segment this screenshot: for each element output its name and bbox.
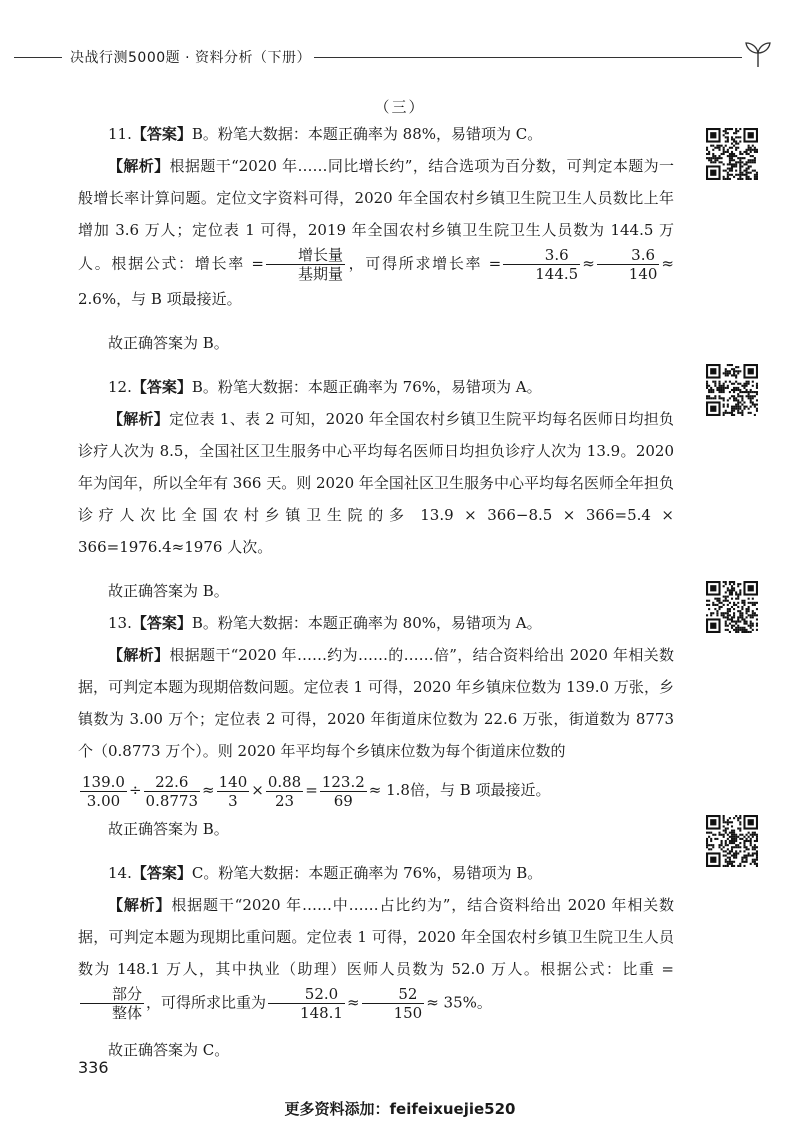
- q13-fraction-c: $\frac{140}{3}$: [218, 772, 248, 810]
- q12-conclusion: 故正确答案为 B。: [108, 582, 229, 600]
- q11-analysis-1: 根据题干“2020 年……同比增长约”，结合选项为百分数，可判定本题为一般增长率计算问题。定位文字资料可得，2020 年全国农村乡镇卫生院卫生人员数比上年增加 3.6 万人；定位表 1 可得，2019 年全国农村乡镇卫生院卫生人员数为 144.5 万人。根据公式：增长率 =: [78, 157, 674, 273]
- q12-answer-line: [78, 371, 674, 403]
- q14-answer-text: C。粉笔大数据：本题正确率为 76%，易错项为 B。: [191, 864, 543, 882]
- answer-content: [78, 118, 674, 1066]
- q11-answer-line: [78, 118, 674, 150]
- qr-code-icon[interactable]: [706, 581, 758, 633]
- q11-fraction-formula: $\frac{\text{增长量}}{\text{基期量}}$: [266, 246, 345, 283]
- q13-fraction-d: $\frac{0.88}{23}$: [267, 772, 302, 810]
- q13-number: 13.: [108, 614, 132, 632]
- qr-code-icon[interactable]: [706, 128, 758, 180]
- q13-fraction-a: $\frac{139.0}{3.00}$: [82, 772, 125, 810]
- q13-fraction-e: $\frac{123.2}{69}$: [321, 772, 365, 810]
- footer-contact: feifeixuejie520: [389, 1100, 516, 1118]
- running-header: [14, 44, 786, 70]
- sprout-icon: [742, 38, 774, 68]
- header-rule-left: [14, 57, 62, 58]
- page-number: 336: [78, 1058, 109, 1077]
- q14-fraction-a: $\frac{52.0}{148.1}$: [268, 985, 345, 1022]
- q11-analysis-3: ≈ 2.6%，与 B 项最接近。: [78, 254, 674, 308]
- q12-analysis-tag: 【解析】: [108, 410, 170, 428]
- qr-code-icon[interactable]: [706, 815, 758, 867]
- q11-analysis: 【解析】根据题干“2020 年……同比增长约”，结合选项为百分数，可判定本题为一般增长率计算问题。定位文字资料可得，2020 年全国农村乡镇卫生院卫生人员数比上年增加 3.6 万人；定位表 1 可得，2019 年全国农村乡镇卫生院卫生人员数为 144.5 万人。根据公式：增长率 = $\frac{\text{增长量}}{\text{基期量}}$ ，可得所求增长率 = $\frac{3.6}{144.5}$ ≈ $\frac{3.6}{140}$ ≈ 2.6%，与 B 项最接近。: [78, 157, 674, 308]
- q13-analysis: [78, 639, 674, 767]
- q11-answer-tag: 【答案】: [131, 125, 192, 143]
- q13-analysis-2: ≈ 1.8倍，与 B 项最接近。: [368, 781, 551, 799]
- q14-analysis: 【解析】根据题干“2020 年……中……占比约为”，结合资料给出 2020 年相关数据，可判定本题为现期比重问题。定位表 1 可得，2020 年全国农村乡镇卫生院卫生人员数为 148.1 万人，其中执业（助理）医师人员数为 52.0 万人。根据公式：比重 = $\frac{\text{部分}}{\text{整体}}$ ，可得所求比重为 $\frac{52.0}{148.1}$ ≈ $\frac{52}{150}$ ≈ 35%。: [78, 896, 674, 1022]
- q13-fraction-b: $\frac{22.6}{0.8773}$: [145, 772, 199, 810]
- q14-analysis-3: ≈ 35%。: [426, 993, 492, 1012]
- q11-answer-text: B。粉笔大数据：本题正确率为 88%，易错项为 C。: [191, 125, 543, 143]
- q13-conclusion: 故正确答案为 B。: [108, 820, 229, 838]
- q14-fraction-b: $\frac{52}{150}$: [362, 985, 425, 1022]
- q14-answer-line: [78, 857, 674, 889]
- q14-analysis-1: 根据题干“2020 年……中……占比约为”，结合资料给出 2020 年相关数据，可判定本题为现期比重问题。定位表 1 可得，2020 年全国农村乡镇卫生院卫生人员数为 148.1 万人，其中执业（助理）医师人员数为 52.0 万人。根据公式：比重 =: [78, 896, 674, 978]
- q11-conclusion: 故正确答案为 B。: [108, 334, 229, 352]
- q12-number: 12.: [108, 378, 132, 396]
- q13-answer-line: [78, 607, 674, 639]
- q12-analysis: [78, 403, 674, 563]
- q11-analysis-2: ，可得所求增长率 =: [346, 254, 502, 273]
- footer-label: 更多资料添加：: [284, 1100, 390, 1118]
- q11-analysis-tag: 【解析】: [108, 157, 170, 175]
- q14-analysis-tag: 【解析】: [108, 896, 172, 914]
- q12-analysis-1: 定位表 1、表 2 可知，2020 年全国农村乡镇卫生院平均每名医师日均担负诊疗人次为 8.5，全国社区卫生服务中心平均每名医师日均担负诊疗人次为 13.9。2020 年为闰年，所以全年有 366 天。则 2020 年全国社区卫生服务中心平均每名医师全年担负诊疗人次比全国农村乡镇卫生院的多 13.9 × 366−8.5 × 366=5.4 × 366=1976.4≈1976 人次。: [78, 410, 674, 556]
- q12-answer-text: B。粉笔大数据：本题正确率为 76%，易错项为 A。: [191, 378, 542, 396]
- q14-answer-tag: 【答案】: [131, 864, 192, 882]
- q13-answer-text: B。粉笔大数据：本题正确率为 80%，易错项为 A。: [191, 614, 542, 632]
- qr-code-icon[interactable]: [706, 364, 758, 416]
- q13-analysis-1: 根据题干“2020 年……约为……的……倍”，结合资料给出 2020 年相关数据，可判定本题为现期倍数问题。定位表 1 可得，2020 年乡镇床位数为 139.0 万张，乡镇数为 3.00 万个；定位表 2 可得，2020 年街道床位数为 22.6 万张，街道数为 8773 个（0.8773 万个）。则 2020 年平均每个乡镇床位数为每个街道床位数的: [78, 646, 674, 760]
- q11-fraction-b: $\frac{3.6}{140}$: [597, 246, 660, 283]
- book-title: 决战行测5000题 · 资料分析（下册）: [70, 50, 311, 66]
- q14-conclusion: 故正确答案为 C。: [108, 1041, 230, 1059]
- q13-analysis-tag: 【解析】: [108, 646, 170, 664]
- q11-fraction-a: $\frac{3.6}{144.5}$: [503, 246, 580, 283]
- q14-analysis-2: ，可得所求比重为: [146, 993, 267, 1012]
- section-title: （三）: [374, 98, 426, 116]
- q12-answer-tag: 【答案】: [131, 378, 192, 396]
- q14-fraction-formula: $\frac{\text{部分}}{\text{整体}}$: [80, 985, 144, 1022]
- header-rule-right: [314, 57, 742, 58]
- q14-number: 14.: [108, 864, 132, 882]
- q13-formula-line: $\frac{139.0}{3.00}$ ÷ $\frac{22.6}{0.8773}$ ≈ $\frac{140}{3}$ × $\frac{0.88}{23}$ = $\frac{123.2}{69}$ ≈ 1.8倍，与 B 项最接近。: [82, 772, 551, 810]
- q13-answer-tag: 【答案】: [131, 614, 192, 632]
- footer-note: [0, 1098, 800, 1119]
- q11-number: 11.: [108, 125, 132, 143]
